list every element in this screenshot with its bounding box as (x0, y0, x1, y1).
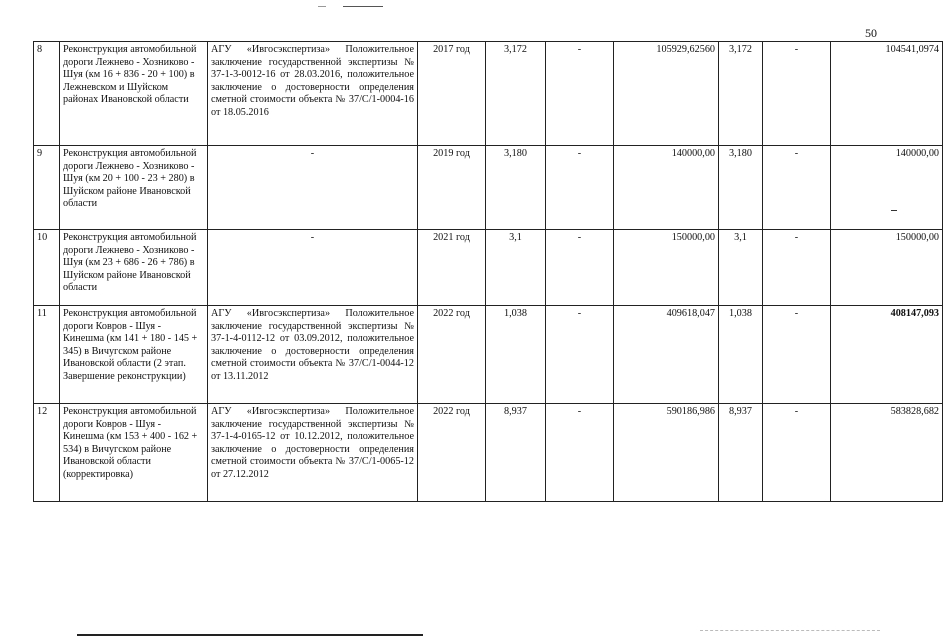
cost-amount-2: 583828,682 (831, 404, 943, 502)
bottom-rule (77, 634, 423, 636)
row-number: 9 (34, 146, 60, 230)
expertise-conclusion: - (208, 146, 418, 230)
length-km-2: 8,937 (719, 404, 763, 502)
completion-year: 2022 год (418, 404, 486, 502)
empty-value: - (546, 42, 614, 146)
table-row (34, 146, 943, 230)
page-number: 50 (865, 26, 877, 40)
project-name: Реконструкция автомобильной дороги Лежнево - Хозниково - Шуя (км 23 + 686 - 26 + 786) в Шуйском районе Ивановской области (60, 230, 208, 306)
completion-year: 2021 год (418, 230, 486, 306)
empty-value-2: - (763, 230, 831, 306)
cost-amount: 150000,00 (614, 230, 719, 306)
length-km: 3,180 (486, 146, 546, 230)
length-km-2: 3,1 (719, 230, 763, 306)
empty-value: - (546, 230, 614, 306)
length-km-2: 3,180 (719, 146, 763, 230)
row-number: 8 (34, 42, 60, 146)
scan-mark (343, 6, 383, 7)
empty-value-2: - (763, 404, 831, 502)
table-row (34, 404, 943, 502)
length-km: 3,1 (486, 230, 546, 306)
completion-year: 2019 год (418, 146, 486, 230)
cost-amount: 140000,00 (614, 146, 719, 230)
cost-amount: 590186,986 (614, 404, 719, 502)
length-km: 1,038 (486, 306, 546, 404)
empty-value-2: - (763, 306, 831, 404)
table-row (34, 42, 943, 146)
scan-mark (318, 6, 326, 7)
scan-mark (700, 630, 880, 632)
project-name: Реконструкция автомобильной дороги Лежнево - Хозниково - Шуя (км 16 + 836 - 20 + 100) в Лежневском и Шуйском районах Ивановской области (60, 42, 208, 146)
projects-table (33, 41, 943, 502)
project-name: Реконструкция автомобильной дороги Ковров - Шуя - Кинешма (км 153 + 400 - 162 + 534) в Вичугском районе Ивановской области (корректировка) (60, 404, 208, 502)
empty-value-2: - (763, 146, 831, 230)
row-number: 11 (34, 306, 60, 404)
table-row (34, 306, 943, 404)
table-row (34, 230, 943, 306)
length-km: 3,172 (486, 42, 546, 146)
row-number: 12 (34, 404, 60, 502)
length-km: 8,937 (486, 404, 546, 502)
project-name: Реконструкция автомобильной дороги Лежнево - Хозниково - Шуя (км 20 + 100 - 23 + 280) в Шуйском районе Ивановской области (60, 146, 208, 230)
expertise-conclusion: АГУ «Ивгосэкспертиза» Положительное заключение государственной экспертизы № 37-1-3-0012-16 от 28.03.2016, положительное заключение о достоверности определения сметной стоимости объекта № 37/С/1-0004-16 от 18.05.2016 (208, 42, 418, 146)
cost-amount: 105929,62560 (614, 42, 719, 146)
expertise-conclusion: АГУ «Ивгосэкспертиза» Положительное заключение государственной экспертизы № 37-1-4-0165-12 от 10.12.2012, положительное заключение о достоверности определения сметной стоимости объекта № 37/С/1-0065-12 от 27.12.2012 (208, 404, 418, 502)
completion-year: 2022 год (418, 306, 486, 404)
empty-value: - (546, 146, 614, 230)
cost-amount-2: 150000,00 (831, 230, 943, 306)
empty-value-2: - (763, 42, 831, 146)
cost-amount: 409618,047 (614, 306, 719, 404)
cost-amount-2: 408147,093 (831, 306, 943, 404)
length-km-2: 1,038 (719, 306, 763, 404)
cost-amount-2: 104541,0974 (831, 42, 943, 146)
expertise-conclusion: - (208, 230, 418, 306)
completion-year: 2017 год (418, 42, 486, 146)
empty-value: - (546, 306, 614, 404)
row-number: 10 (34, 230, 60, 306)
project-name: Реконструкция автомобильной дороги Ковров - Шуя - Кинешма (км 141 + 180 - 145 + 345) в Вичугском районе Ивановской области (2 этап. Завершение реконструкции) (60, 306, 208, 404)
empty-value: - (546, 404, 614, 502)
expertise-conclusion: АГУ «Ивгосэкспертиза» Положительное заключение государственной экспертизы № 37-1-4-0112-12 от 03.09.2012, положительное заключение о достоверности определения сметной стоимости объекта № 37/С/1-0044-12 от 13.11.2012 (208, 306, 418, 404)
cost-amount-2: 140000,00 (831, 146, 943, 230)
length-km-2: 3,172 (719, 42, 763, 146)
